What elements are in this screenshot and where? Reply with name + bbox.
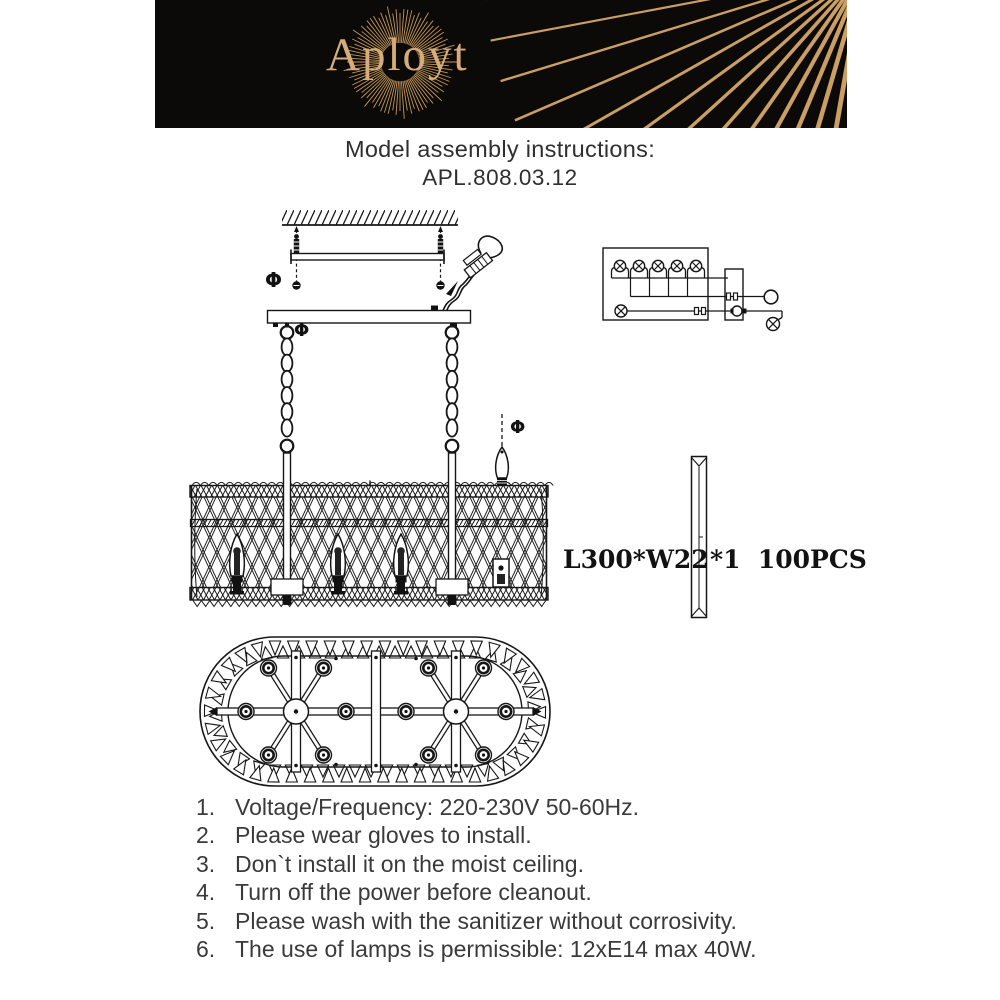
instructions-list [196, 794, 876, 964]
item-number: 5. [196, 907, 216, 934]
item-number: 2. [196, 822, 216, 849]
hanging-chains [281, 323, 459, 458]
rotate-symbol: Φ [510, 417, 526, 438]
item-number: 6. [196, 935, 216, 962]
instruction-item [196, 908, 876, 936]
crystal-size-label: L300*W22 [563, 545, 709, 574]
empty-bulb-socket [493, 559, 509, 587]
bottom-view [200, 637, 550, 786]
item-text: Voltage/Frequency: 220-230V 50-60Hz. [235, 794, 640, 820]
rotate-symbol: Φ [294, 320, 310, 341]
ceiling-hatch [282, 210, 458, 225]
rotate-symbol: Φ [265, 268, 283, 292]
brand-name: Aployt [326, 29, 469, 81]
mounting-bar [291, 250, 444, 265]
crystal-drop-piece [692, 457, 707, 618]
crystal-qty-label: *1 100PCS [710, 545, 867, 574]
instruction-item [196, 851, 876, 879]
bulb-being-inserted [496, 414, 509, 486]
instruction-item [196, 936, 876, 964]
power-wire-connector [437, 236, 502, 321]
item-number: 4. [196, 879, 216, 906]
item-text: Turn off the power before cleanout. [235, 879, 592, 906]
instruction-item [196, 822, 876, 850]
item-number: 1. [196, 794, 216, 820]
model-number: APL.808.03.12 [422, 165, 578, 190]
item-text: Please wear gloves to install. [235, 822, 532, 849]
instruction-item [196, 879, 876, 907]
item-number: 3. [196, 850, 216, 877]
instruction-item [196, 794, 876, 822]
item-text: Please wash with the sanitizer without corrosivity. [235, 907, 737, 934]
item-text: The use of lamps is permissible: 12xE14 max 40W. [235, 935, 757, 962]
item-text: Don`t install it on the moist ceiling. [235, 850, 584, 877]
wiring-diagram [603, 248, 782, 331]
page-title: Model assembly instructions: [344, 136, 656, 162]
